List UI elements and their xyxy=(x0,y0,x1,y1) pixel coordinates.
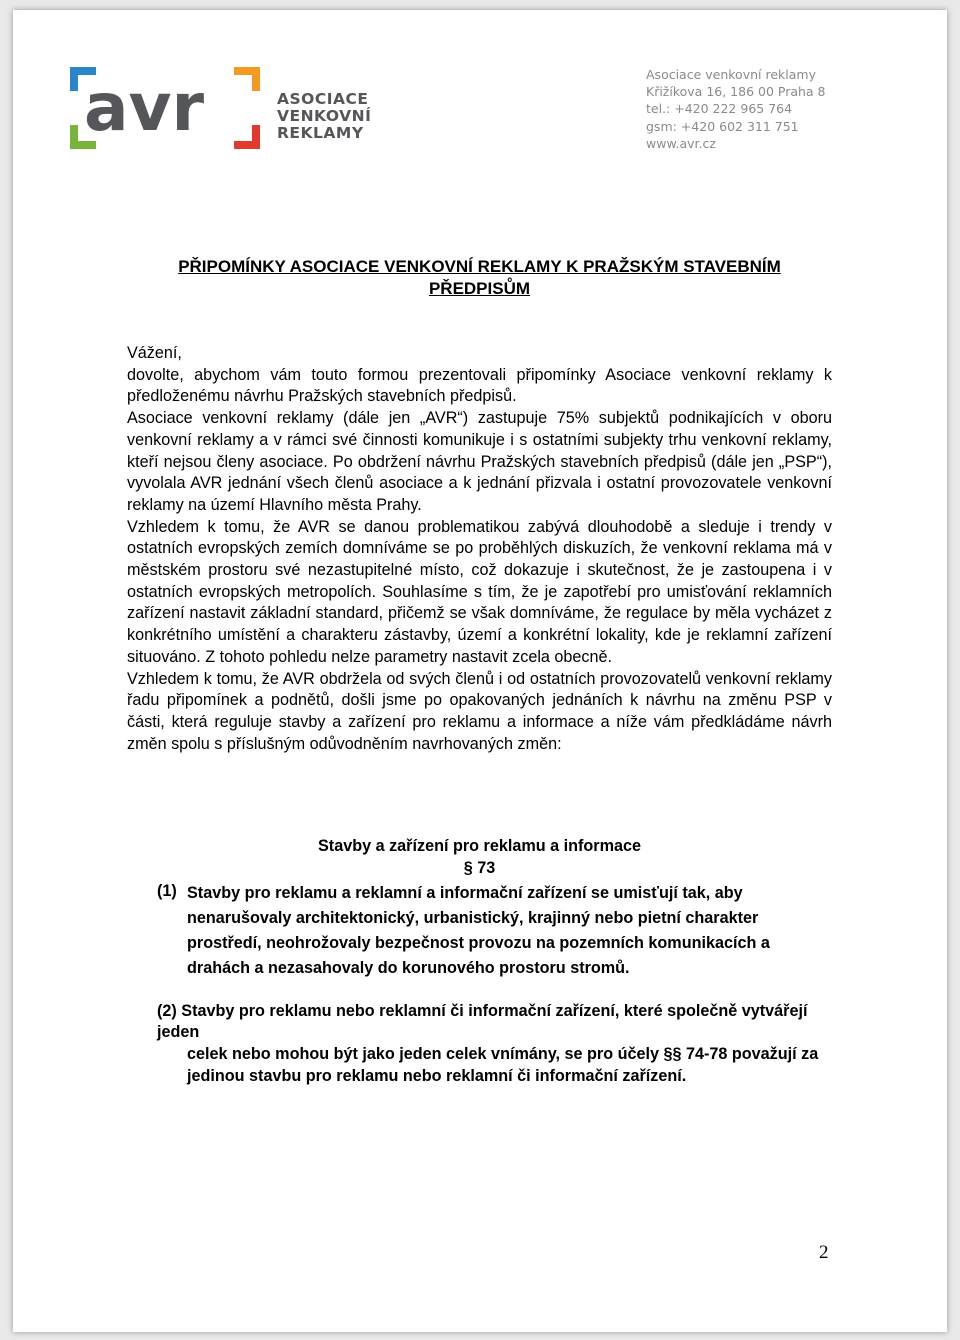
paragraph: Asociace venkovní reklamy (dále jen „AVR“) zastupuje 75% subjektů podnikajících v oboru venkovní reklamy a v rámci své činnosti komunikuje i s ostatními subjekty trhu venkovní reklamy, kteří nejsou členy asociace. Po obdržení návrhu Pražských stavebních předpisů (dále jen „PSP“), vyvolala AVR jednání všech členů asociace a k jednání přizvala i ostatní provozovatele venkovní reklamy na území Hlavního města Prahy. xyxy=(127,409,832,514)
brand-line: REKLAMY xyxy=(277,124,364,142)
clause-1 xyxy=(127,881,832,980)
clause-text-rest: celek nebo mohou být jako jeden celek vnímány, se pro účely §§ 74-78 považují za jedinou stavbu pro reklamu nebo reklamní či informační zařízení. xyxy=(187,1045,819,1085)
avr-logo-mark xyxy=(70,67,270,159)
brand-line: ASOCIACE xyxy=(277,90,369,108)
contact-org: Asociace venkovní reklamy xyxy=(646,67,816,82)
logo-wordmark: avr xyxy=(84,69,205,146)
section-title: Stavby a zařízení pro reklamu a informace xyxy=(318,837,641,855)
clause-text-first: (2) Stavby pro reklamu nebo reklamní či informační zařízení, které společně vytvářejí jeden xyxy=(157,1001,808,1042)
avr-logo xyxy=(70,67,370,159)
contact-phone: tel.: +420 222 965 764 xyxy=(646,101,793,117)
clause-2 xyxy=(127,1001,832,1088)
regulation-section xyxy=(127,836,832,1087)
logo-brand-name xyxy=(277,91,371,142)
title-line: PŘIPOMÍNKY ASOCIACE VENKOVNÍ REKLAMY K PRAŽSKÝM STAVEBNÍM xyxy=(178,257,781,276)
contact-block xyxy=(646,66,826,152)
document-title xyxy=(133,256,826,300)
brand-line: VENKOVNÍ xyxy=(277,107,372,125)
title-line: PŘEDPISŮM xyxy=(428,279,531,298)
paragraph: dovolte, abychom vám touto formou prezentovali připomínky Asociace venkovní reklamy k předloženému návrhu Pražských stavebních předpisů. xyxy=(127,365,832,406)
contact-mobile: gsm: +420 602 311 751 xyxy=(646,118,799,134)
document-page xyxy=(13,10,947,1332)
greeting: Vážení, xyxy=(127,344,182,362)
page-number: 2 xyxy=(819,1242,829,1263)
clause-number: (1) xyxy=(157,882,177,901)
contact-address: Křižíkova 16, 186 00 Praha 8 xyxy=(646,84,826,100)
contact-website: www.avr.cz xyxy=(646,135,716,151)
section-number: § 73 xyxy=(463,858,496,877)
clause-text: Stavby pro reklamu a reklamní a informační zařízení se umisťují tak, aby nenarušovaly architektonický, urbanistický, krajinný nebo pietní charakter prostředí, neohrožovaly bezpečnost provozu na pozemních komunikacích a drahách a nezasahovaly do korunového prostoru stromů. xyxy=(187,884,770,977)
document-body xyxy=(127,343,832,755)
paragraph: Vzhledem k tomu, že AVR obdržela od svých členů i od ostatních provozovatelů venkovní reklamy řadu připomínek a podnětů, došli jsme po opakovaných jednáních k návrhu na změnu PSP v části, která reguluje stavby a zařízení pro reklamu a informace a níže vám předkládáme návrh změn spolu s příslušným odůvodněním navrhovaných změn: xyxy=(127,669,832,753)
paragraph: Vzhledem k tomu, že AVR se danou problematikou zabývá dlouhodobě a sleduje i trendy v ostatních evropských zemích domníváme se po proběhlých diskuzích, že venkovní reklama má v městském prostoru své nezastupitelné místo, což dokazuje i skutečnost, že je zastoupena i v ostatních evropských metropolích. Souhlasíme s tím, že je zapotřebí pro umisťování reklamních zařízení nastavit základní standard, přičemž se však domníváme, že regulace by měla vycházet z konkrétního umístění a charakteru zástavby, území a konkrétní lokality, kde je reklamní zařízení situováno. Z tohoto pohledu nelze parametry nastavit zcela obecně. xyxy=(127,517,832,666)
